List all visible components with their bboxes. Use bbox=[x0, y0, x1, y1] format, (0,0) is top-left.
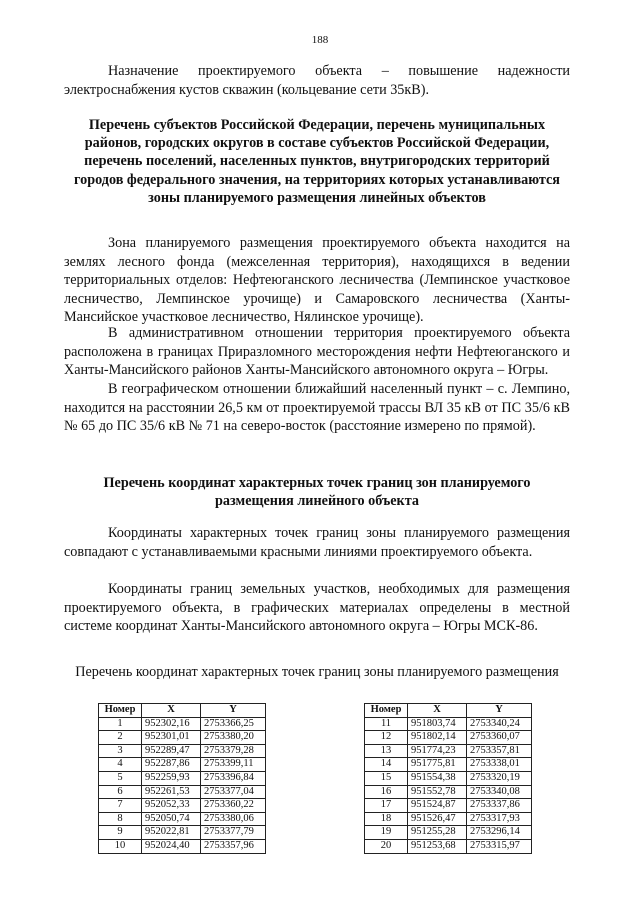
cell-number: 17 bbox=[365, 799, 408, 813]
cell-number: 16 bbox=[365, 785, 408, 799]
coords-paragraph-2: Координаты границ земельных участков, необходимых для размещения проектируемого объекта, в графических материалах определены в местной системе координат Ханты-Мансийского автономного округа – Югры МСК-86. bbox=[64, 581, 570, 635]
cell-x: 952024,40 bbox=[142, 839, 201, 853]
cell-x: 951554,38 bbox=[408, 771, 467, 785]
cell-x: 952302,16 bbox=[142, 717, 201, 731]
col-header-y: Y bbox=[201, 704, 266, 718]
cell-y: 2753337,86 bbox=[467, 799, 532, 813]
table-row bbox=[365, 758, 532, 772]
cell-x: 951524,87 bbox=[408, 799, 467, 813]
table-row bbox=[99, 826, 266, 840]
cell-y: 2753360,07 bbox=[467, 731, 532, 745]
col-header-x: X bbox=[142, 704, 201, 718]
page-number: 188 bbox=[311, 34, 329, 46]
cell-number: 12 bbox=[365, 731, 408, 745]
cell-y: 2753396,84 bbox=[201, 771, 266, 785]
cell-number: 11 bbox=[365, 717, 408, 731]
cell-x: 952050,74 bbox=[142, 812, 201, 826]
table-row bbox=[99, 812, 266, 826]
col-header-number: Номер bbox=[99, 704, 142, 718]
cell-y: 2753340,24 bbox=[467, 717, 532, 731]
cell-y: 2753380,06 bbox=[201, 812, 266, 826]
cell-number: 9 bbox=[99, 826, 142, 840]
table-header-row bbox=[365, 704, 532, 718]
cell-x: 951255,28 bbox=[408, 826, 467, 840]
table-row bbox=[365, 812, 532, 826]
cell-number: 4 bbox=[99, 758, 142, 772]
cell-y: 2753366,25 bbox=[201, 717, 266, 731]
coords-paragraph-1: Координаты характерных точек границ зоны планируемого размещения совпадают с устанавливаемыми красными линиями проектируемого объекта. bbox=[64, 525, 570, 560]
table-row bbox=[99, 839, 266, 853]
cell-number: 14 bbox=[365, 758, 408, 772]
cell-y: 2753377,04 bbox=[201, 785, 266, 799]
cell-x: 952259,93 bbox=[142, 771, 201, 785]
table-row bbox=[99, 799, 266, 813]
cell-number: 19 bbox=[365, 826, 408, 840]
cell-x: 951774,23 bbox=[408, 744, 467, 758]
cell-number: 2 bbox=[99, 731, 142, 745]
cell-y: 2753320,19 bbox=[467, 771, 532, 785]
col-header-x: X bbox=[408, 704, 467, 718]
table-row bbox=[365, 785, 532, 799]
cell-x: 951253,68 bbox=[408, 839, 467, 853]
table-row bbox=[365, 799, 532, 813]
cell-number: 13 bbox=[365, 744, 408, 758]
location-paragraph-1: Зона планируемого размещения проектируемого объекта находится на землях лесного фонда (межселенная территория), находящихся в ведении территориальных отделов: Нефтеюганского лесничества (Лемпинское участковое лесничество, Лемпинское урочище) и Самаровского лесничества (Ханты-Мансийское участковое лесничество, Нялинское урочище). bbox=[64, 235, 570, 326]
table-row bbox=[365, 731, 532, 745]
cell-y: 2753338,01 bbox=[467, 758, 532, 772]
purpose-paragraph: Назначение проектируемого объекта – повышение надежности электроснабжения кустов скважин (кольцевание сети 35кВ). bbox=[64, 63, 570, 98]
cell-x: 952301,01 bbox=[142, 731, 201, 745]
table-row bbox=[365, 839, 532, 853]
cell-x: 952289,47 bbox=[142, 744, 201, 758]
cell-y: 2753360,22 bbox=[201, 799, 266, 813]
table-row bbox=[99, 758, 266, 772]
cell-x: 952287,86 bbox=[142, 758, 201, 772]
cell-x: 951552,78 bbox=[408, 785, 467, 799]
cell-x: 951526,47 bbox=[408, 812, 467, 826]
cell-number: 8 bbox=[99, 812, 142, 826]
cell-y: 2753340,08 bbox=[467, 785, 532, 799]
cell-x: 951775,81 bbox=[408, 758, 467, 772]
cell-x: 952261,53 bbox=[142, 785, 201, 799]
coords-table-right bbox=[364, 703, 532, 854]
cell-number: 5 bbox=[99, 771, 142, 785]
table-row bbox=[99, 771, 266, 785]
heading-subjects: Перечень субъектов Российской Федерации, перечень муниципальных районов, городских округов в составе субъектов Российской Федерации, перечень поселений, населенных пунктов, внутригородских территорий городов федерального значения, на территориях которых устанавливаются зоны планируемого размещения линейных объектов bbox=[74, 117, 560, 206]
cell-y: 2753315,97 bbox=[467, 839, 532, 853]
location-paragraph-3: В географическом отношении ближайший населенный пункт – с. Лемпино, находится на расстоянии 26,5 км от проектируемой трассы ВЛ 35 кВ от ПС 35/6 кВ № 65 до ПС 35/6 кВ № 71 на северо-восток (расстояние измерено по прямой). bbox=[64, 381, 570, 435]
cell-y: 2753379,28 bbox=[201, 744, 266, 758]
table-row bbox=[99, 744, 266, 758]
table-row bbox=[99, 731, 266, 745]
cell-number: 6 bbox=[99, 785, 142, 799]
table-caption: Перечень координат характерных точек границ зоны планируемого размещения bbox=[75, 664, 559, 680]
table-row bbox=[99, 717, 266, 731]
cell-x: 951802,14 bbox=[408, 731, 467, 745]
table-row bbox=[365, 771, 532, 785]
cell-x: 951803,74 bbox=[408, 717, 467, 731]
table-row bbox=[99, 785, 266, 799]
cell-number: 15 bbox=[365, 771, 408, 785]
cell-y: 2753357,81 bbox=[467, 744, 532, 758]
cell-number: 3 bbox=[99, 744, 142, 758]
table-row bbox=[365, 826, 532, 840]
cell-y: 2753357,96 bbox=[201, 839, 266, 853]
location-paragraph-2: В административном отношении территория проектируемого объекта расположена в границах Приразломного месторождения нефти Нефтеюганского и Ханты-Мансийского районов Ханты-Мансийского автономного округа – Югры. bbox=[64, 325, 570, 379]
table-row bbox=[365, 717, 532, 731]
cell-number: 18 bbox=[365, 812, 408, 826]
cell-number: 1 bbox=[99, 717, 142, 731]
cell-y: 2753317,93 bbox=[467, 812, 532, 826]
cell-x: 952022,81 bbox=[142, 826, 201, 840]
heading-coords: Перечень координат характерных точек границ зон планируемого размещения линейного объекта bbox=[103, 475, 531, 510]
col-header-number: Номер bbox=[365, 704, 408, 718]
cell-number: 7 bbox=[99, 799, 142, 813]
coords-table-left bbox=[98, 703, 266, 854]
cell-y: 2753377,79 bbox=[201, 826, 266, 840]
col-header-y: Y bbox=[467, 704, 532, 718]
cell-y: 2753296,14 bbox=[467, 826, 532, 840]
cell-x: 952052,33 bbox=[142, 799, 201, 813]
cell-number: 20 bbox=[365, 839, 408, 853]
cell-y: 2753380,20 bbox=[201, 731, 266, 745]
table-row bbox=[365, 744, 532, 758]
cell-y: 2753399,11 bbox=[201, 758, 266, 772]
table-header-row bbox=[99, 704, 266, 718]
cell-number: 10 bbox=[99, 839, 142, 853]
